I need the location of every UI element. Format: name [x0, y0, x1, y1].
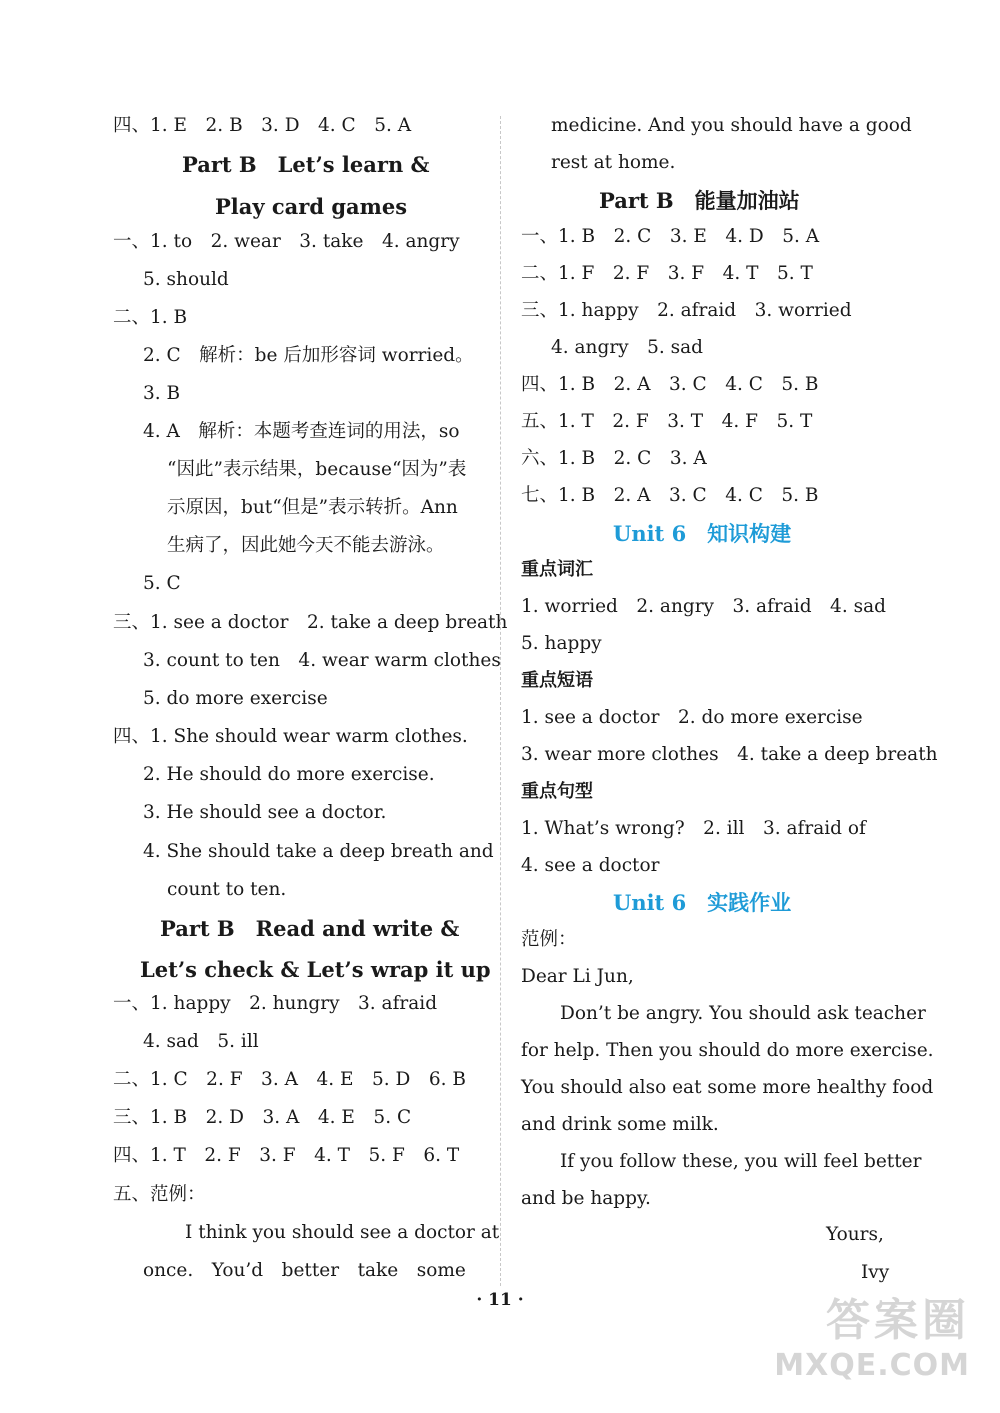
page-number: · 11 ·	[476, 1290, 524, 1310]
answer-line: 四、1. E 2. B 3. D 4. C 5. A	[113, 115, 412, 136]
letter-signature: Ivy	[861, 1262, 890, 1283]
letter-line: and drink some milk.	[521, 1114, 719, 1135]
answer-line: 三、1. happy 2. afraid 3. worried	[521, 300, 852, 321]
answer-line: 六、1. B 2. C 3. A	[521, 448, 707, 469]
answer-line: 1. worried 2. angry 3. afraid 4. sad	[521, 596, 886, 617]
answer-line: 5. C	[143, 573, 181, 594]
unit-heading: Unit 6 知识构建	[613, 521, 792, 546]
watermark-logo: 答案圈	[826, 1295, 970, 1346]
answer-line: 4. She should take a deep breath and	[143, 841, 494, 862]
letter-greeting: Dear Li Jun,	[521, 966, 634, 987]
explanation-line: “因此”表示结果，because“因为”表	[167, 459, 467, 480]
answer-line: 3. wear more clothes 4. take a deep breath	[521, 744, 938, 765]
answer-line: 五、范例：	[113, 1184, 206, 1205]
answer-line: 五、1. T 2. F 3. T 4. F 5. T	[521, 411, 813, 432]
answer-line: 3. count to ten 4. wear warm clothes	[143, 650, 501, 671]
section-heading: Part B Let’s learn &	[182, 152, 430, 177]
subsection-label: 重点词汇	[521, 559, 593, 580]
answer-line: 4. sad 5. ill	[143, 1031, 259, 1052]
answer-line: 2. He should do more exercise.	[143, 764, 435, 785]
essay-line: rest at home.	[551, 152, 676, 173]
answer-line: 3. B	[143, 383, 181, 404]
watermark	[774, 1284, 970, 1383]
essay-line: I think you should see a doctor at	[185, 1222, 500, 1243]
answer-line: count to ten.	[167, 879, 287, 900]
answer-line: 四、1. T 2. F 3. F 4. T 5. F 6. T	[113, 1145, 460, 1166]
answer-line: 3. He should see a doctor.	[143, 802, 387, 823]
letter-closing: Yours,	[826, 1224, 884, 1245]
right-column	[500, 0, 1000, 1300]
subsection-label: 重点短语	[521, 670, 593, 691]
answer-line: 4. A 解析：本题考查连词的用法，so	[143, 421, 460, 442]
answer-line: 4. see a doctor	[521, 855, 660, 876]
explanation-line: 生病了，因此她今天不能去游泳。	[167, 535, 445, 556]
answer-line: 5. happy	[521, 633, 602, 654]
essay-label: 范例：	[521, 929, 577, 950]
answer-line: 1. see a doctor 2. do more exercise	[521, 707, 863, 728]
answer-line: 1. What’s wrong? 2. ill 3. afraid of	[521, 818, 866, 839]
answer-line: 二、1. B	[113, 307, 188, 328]
answer-line: 一、1. B 2. C 3. E 4. D 5. A	[521, 226, 820, 247]
unit-heading: Unit 6 实践作业	[613, 890, 792, 915]
letter-line: You should also eat some more healthy food	[521, 1077, 934, 1098]
letter-line: Don’t be angry. You should ask teacher	[560, 1003, 926, 1024]
explanation-line: 示原因，but“但是”表示转折。Ann	[167, 497, 458, 518]
letter-line: If you follow these, you will feel better	[560, 1151, 922, 1172]
answer-line: 三、1. B 2. D 3. A 4. E 5. C	[113, 1107, 412, 1128]
subsection-label: 重点句型	[521, 781, 593, 802]
answer-line: 2. C 解析：be 后加形容词 worried。	[143, 345, 474, 366]
answer-line: 七、1. B 2. A 3. C 4. C 5. B	[521, 485, 819, 506]
answer-line: 三、1. see a doctor 2. take a deep breath	[113, 612, 508, 633]
answer-line: 5. do more exercise	[143, 688, 328, 709]
answer-line: 5. should	[143, 269, 229, 290]
section-heading: Let’s check & Let’s wrap it up	[140, 957, 491, 982]
essay-line: once. You’d better take some	[143, 1260, 466, 1281]
essay-line: medicine. And you should have a good	[551, 115, 912, 136]
letter-line: and be happy.	[521, 1188, 651, 1209]
answer-line: 一、1. happy 2. hungry 3. afraid	[113, 993, 438, 1014]
answer-line: 四、1. B 2. A 3. C 4. C 5. B	[521, 374, 819, 395]
letter-line: for help. Then you should do more exercise.	[521, 1040, 934, 1061]
answer-line: 二、1. F 2. F 3. F 4. T 5. T	[521, 263, 813, 284]
section-heading: Part B 能量加油站	[599, 188, 800, 213]
section-heading: Play card games	[215, 194, 408, 219]
watermark-url: MXQE.COM	[774, 1348, 970, 1383]
left-column	[0, 0, 508, 1300]
answer-line: 4. angry 5. sad	[551, 337, 704, 358]
answer-line: 一、1. to 2. wear 3. take 4. angry	[113, 231, 460, 252]
section-heading: Part B Read and write &	[160, 916, 460, 941]
answer-line: 二、1. C 2. F 3. A 4. E 5. D 6. B	[113, 1069, 466, 1090]
answer-line: 四、1. She should wear warm clothes.	[113, 726, 468, 747]
